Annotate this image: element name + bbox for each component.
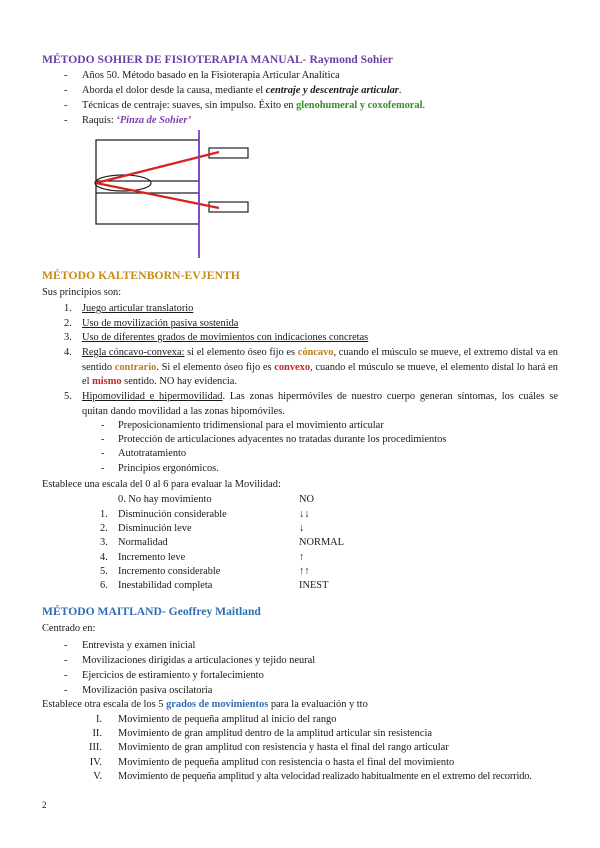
sohier-item-1: Años 50. Método basado en la Fisioterapia Articular Analítica bbox=[82, 70, 340, 81]
scale-number: 2. bbox=[100, 523, 108, 534]
bullet-dash: - bbox=[64, 640, 68, 651]
maitland-intro: Centrado en: bbox=[42, 623, 96, 634]
scale-value: INEST bbox=[299, 580, 329, 591]
kaltenborn-intro: Sus principios son: bbox=[42, 287, 122, 298]
bullet-dash: - bbox=[64, 670, 68, 681]
maitland-item-1: Entrevista y examen inicial bbox=[82, 640, 196, 651]
sub-item-1: Preposicionamiento tridimensional para el movimiento articular bbox=[118, 420, 384, 431]
sohier-item-3: Técnicas de centraje: suaves, sin impulso. Éxito en glenohumeral y coxofemoral. bbox=[82, 100, 426, 111]
grade-number: V. bbox=[93, 771, 102, 782]
principle-number: 2. bbox=[64, 318, 72, 329]
principle-5: Hipomovilidad e hipermovilidad. Las zonas hipermóviles de nuestro cuerpo generan síntomas, los cuáles se quitan dando movilidad a las zonas hipomóviles. bbox=[82, 391, 558, 417]
kaltenborn-heading: MÉTODO KALTENBORN-EVJENTH bbox=[42, 269, 241, 282]
grade-1: Movimiento de pequeña amplitud al inicio del rango bbox=[118, 714, 337, 725]
bullet-dash: - bbox=[64, 85, 68, 96]
maitland-scale-intro: Establece otra escala de los 5 grados de movimientos para la evaluación y tto bbox=[42, 699, 368, 710]
principle-1: Juego articular translatorio bbox=[82, 303, 194, 314]
scale-value: NORMAL bbox=[299, 537, 345, 548]
maitland-heading: MÉTODO MAITLAND- Geoffrey Maitland bbox=[42, 605, 261, 618]
bullet-dash: - bbox=[101, 448, 105, 459]
grade-number: II. bbox=[92, 728, 102, 739]
sohier-item-4: Raquis: ‘Pinza de Sohier’ bbox=[82, 115, 192, 126]
grade-5: Movimiento de pequeña amplitud y alta velocidad realizado habitualmente en el extremo del recorrido. bbox=[118, 771, 532, 782]
scale-value: ↑↑ bbox=[299, 566, 310, 577]
bullet-dash: - bbox=[64, 655, 68, 666]
bullet-dash: - bbox=[64, 685, 68, 696]
scale-value: ↓ bbox=[299, 523, 305, 534]
scale-number: 3. bbox=[100, 537, 108, 548]
scale-label: Incremento leve bbox=[118, 552, 186, 563]
scale-label: Normalidad bbox=[118, 537, 168, 548]
principle-4: Regla cóncavo-convexa: si el elemento óseo fijo es cóncavo, cuando el músculo se mueve, el extremo distal va en sentido contrario. Si el elemento óseo fijo es convexo, cuando el músculo se mueve, el elemento distal lo hará en el mismo sentido. NO hay evidencia. bbox=[82, 347, 559, 387]
grade-4: Movimiento de pequeña amplitud con resistencia o hasta el final del movimiento bbox=[118, 757, 455, 768]
scale-value: ↓↓ bbox=[299, 509, 310, 520]
maitland-item-2: Movilizaciones dirigidas a articulaciones y tejido neural bbox=[82, 655, 316, 666]
sub-item-4: Principios ergonómicos. bbox=[118, 463, 219, 474]
maitland-item-4: Movilización pasiva oscilatoria bbox=[82, 685, 213, 696]
scale-row-0: 0. No hay movimiento bbox=[118, 494, 212, 505]
sub-item-3: Autotratamiento bbox=[118, 448, 187, 459]
scale-number: 6. bbox=[100, 580, 108, 591]
scale-number: 4. bbox=[100, 552, 108, 563]
scale-label: Disminución considerable bbox=[118, 509, 227, 520]
bullet-dash: - bbox=[64, 70, 68, 81]
bullet-dash: - bbox=[101, 463, 105, 474]
principle-number: 4. bbox=[64, 347, 72, 358]
scale-number: 1. bbox=[100, 509, 108, 520]
sohier-item-2: Aborda el dolor desde la causa, mediante el centraje y descentraje articular. bbox=[82, 85, 402, 96]
bullet-dash: - bbox=[101, 420, 105, 431]
principle-3: Uso de diferentes grados de movimientos con indicaciones concretas bbox=[82, 332, 369, 343]
bullet-dash: - bbox=[64, 115, 68, 126]
mobility-scale-intro: Establece una escala del 0 al 6 para evaluar la Movilidad: bbox=[42, 479, 281, 490]
scale-label: Incremento considerable bbox=[118, 566, 221, 577]
grade-2: Movimiento de gran amplitud dentro de la amplitud articular sin resistencia bbox=[118, 728, 432, 739]
principle-number: 3. bbox=[64, 332, 72, 343]
principle-number: 1. bbox=[64, 303, 72, 314]
scale-value: NO bbox=[299, 494, 315, 505]
maitland-item-3: Ejercicios de estiramiento y fortalecimiento bbox=[82, 670, 264, 681]
page-number: 2 bbox=[42, 800, 47, 810]
scale-label: Inestabilidad completa bbox=[118, 580, 213, 591]
sohier-heading: MÉTODO SOHIER DE FISIOTERAPIA MANUAL- Raymond Sohier bbox=[42, 53, 393, 66]
grade-number: I. bbox=[95, 714, 102, 725]
scale-label: Disminución leve bbox=[118, 523, 192, 534]
scale-value: ↑ bbox=[299, 552, 305, 563]
principle-2: Uso de movilización pasiva sostenida bbox=[82, 318, 239, 329]
principle-number: 5. bbox=[64, 391, 72, 402]
bullet-dash: - bbox=[101, 434, 105, 445]
bullet-dash: - bbox=[64, 100, 68, 111]
grade-number: III. bbox=[89, 742, 102, 753]
grade-3: Movimiento de gran amplitud con resistencia y hasta el final del rango articular bbox=[118, 742, 449, 753]
scale-number: 5. bbox=[100, 566, 108, 577]
pinza-de-sohier-diagram bbox=[82, 130, 292, 258]
grade-number: IV. bbox=[89, 757, 102, 768]
sub-item-2: Protección de articulaciones adyacentes no tratadas durante los procedimientos bbox=[118, 434, 447, 445]
